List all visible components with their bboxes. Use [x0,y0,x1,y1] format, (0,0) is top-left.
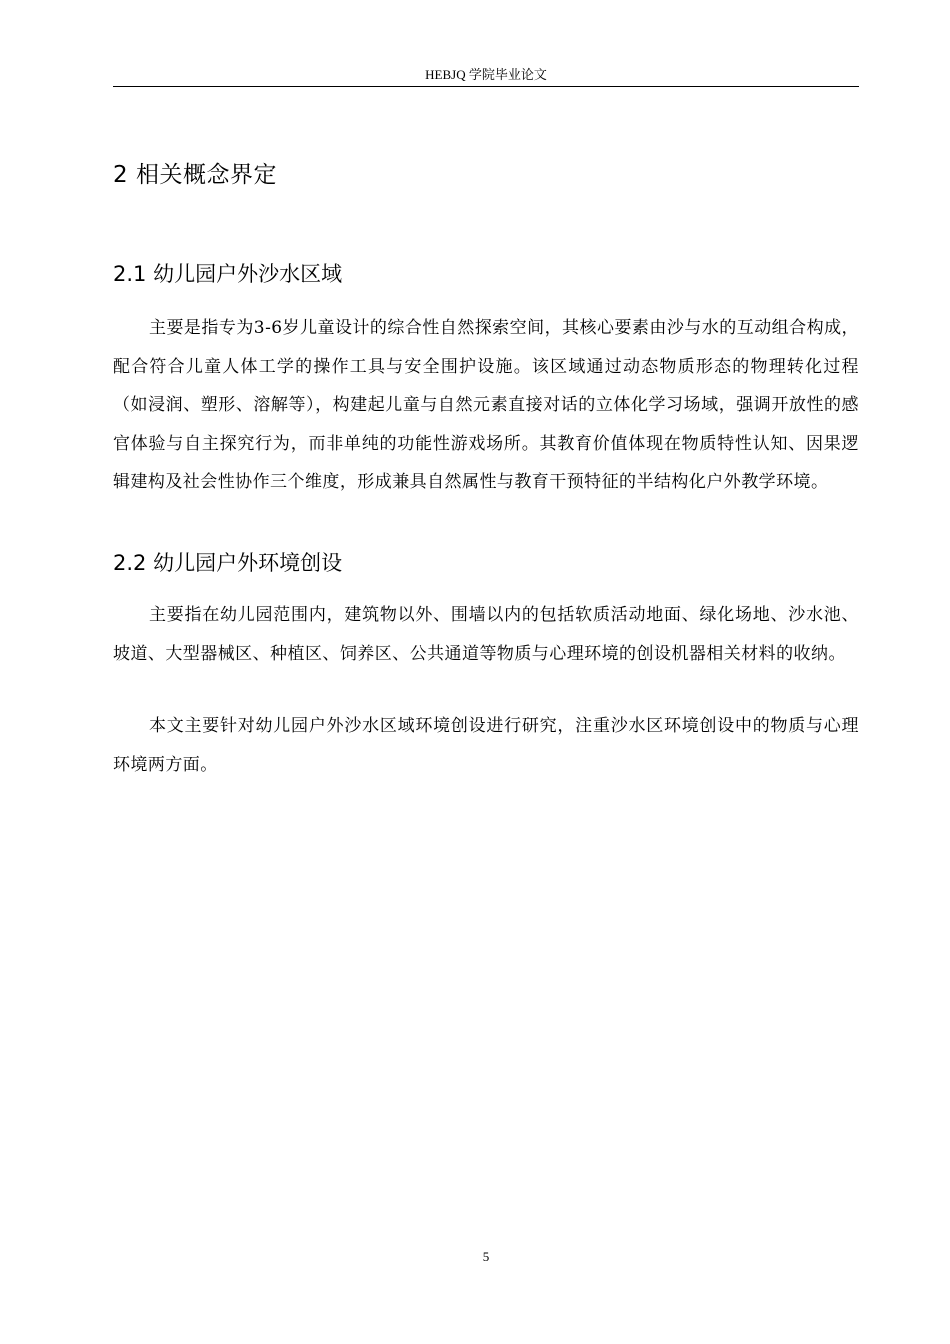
paragraph: 主要指在幼儿园范围内，建筑物以外、围墙以内的包括软质活动地面、绿化场地、沙水池、坡道、大型器械区、种植区、饲养区、公共通道等物质与心理环境的创设机器相关材料的收纳。 [113,605,859,664]
page-header: HEBJQ 学院毕业论文 [425,67,547,82]
paragraph: 主要是指专为3-6岁儿童设计的综合性自然探索空间，其核心要素由沙与水的互动组合构成，配合符合儿童人体工学的操作工具与安全围护设施。该区域通过动态物质形态的物理转化过程（如浸润、塑形、溶解等），构建起儿童与自然元素直接对话的立体化学习场域，强调开放性的感官体验与自主探究行为，而非单纯的功能性游戏场所。其教育价值体现在物质特性认知、因果逻辑建构及社会性协作三个维度，形成兼具自然属性与教育干预特征的半结构化户外教学环境。 [113,318,859,492]
chapter-title: 2 相关概念界定 [113,162,277,188]
section-title-2-1: 2.1 幼儿园户外沙水区域 [113,262,343,286]
section-title-2-2: 2.2 幼儿园户外环境创设 [113,551,343,575]
paragraph: 本文主要针对幼儿园户外沙水区域环境创设进行研究，注重沙水区环境创设中的物质与心理环境两方面。 [113,716,859,775]
header-divider [113,86,859,87]
page-number: 5 [482,1249,490,1264]
